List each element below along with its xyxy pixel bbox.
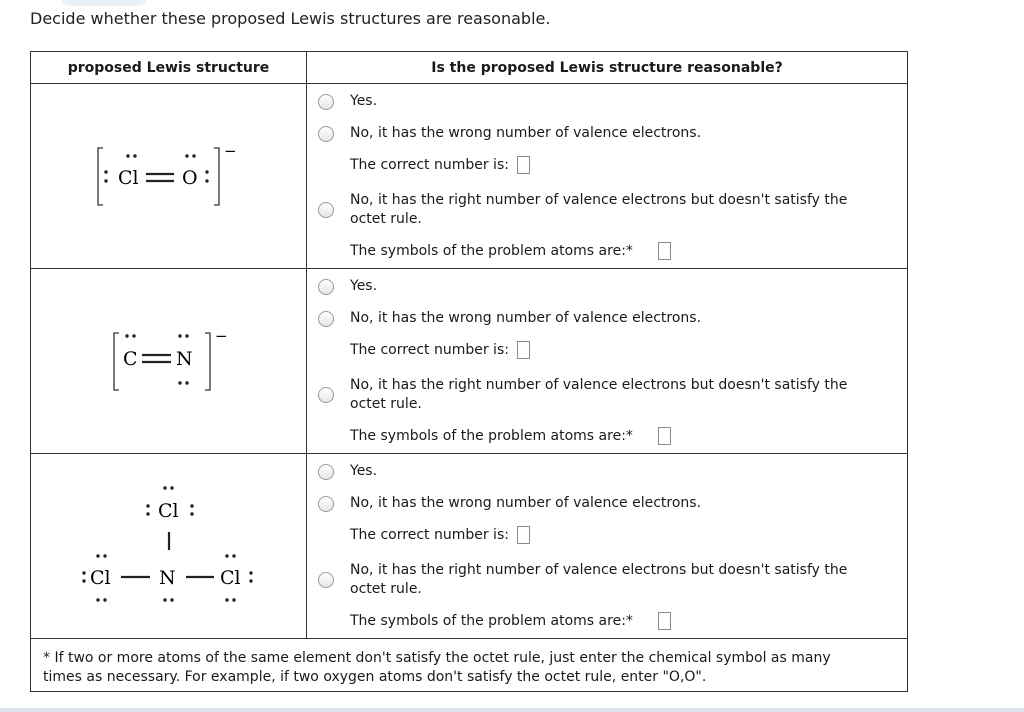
option-yes-label: Yes. — [350, 463, 378, 479]
atom-n-center: N — [159, 567, 176, 589]
option-yes-label: Yes. — [350, 278, 378, 294]
radio-wrong-count-3[interactable] — [318, 496, 334, 512]
question-row-3 — [31, 454, 907, 639]
question-row-2 — [31, 269, 907, 454]
correct-number-row — [350, 526, 530, 545]
correct-number-label: The correct number is: — [350, 527, 509, 543]
lewis-structure-table — [30, 51, 908, 692]
atom-cl: Cl — [118, 167, 139, 189]
bottom-divider — [0, 708, 1024, 712]
problem-atoms-input-2[interactable] — [658, 427, 671, 445]
octet-line-2: octet rule. — [350, 581, 422, 597]
correct-number-label: The correct number is: — [350, 157, 509, 173]
problem-atoms-input-1[interactable] — [658, 242, 671, 260]
octet-line-1: No, it has the right number of valence electrons but doesn't satisfy the — [350, 562, 848, 578]
correct-number-input-1[interactable] — [517, 156, 530, 174]
octet-line-1: No, it has the right number of valence electrons but doesn't satisfy the — [350, 377, 848, 393]
option-wrong-count-label: No, it has the wrong number of valence electrons. — [350, 125, 702, 141]
lewis-structure-3 — [31, 454, 307, 638]
correct-number-input-2[interactable] — [517, 341, 530, 359]
radio-octet-2[interactable] — [318, 387, 334, 403]
atom-o: O — [182, 167, 198, 189]
problem-atoms-label: The symbols of the problem atoms are:* — [350, 428, 633, 444]
atom-cl-left: Cl — [90, 567, 111, 589]
radio-yes-3[interactable] — [318, 464, 334, 480]
option-octet-label — [350, 191, 847, 229]
answer-options-1 — [307, 84, 907, 268]
option-wrong-count-label: No, it has the wrong number of valence electrons. — [350, 310, 702, 326]
radio-octet-1[interactable] — [318, 202, 334, 218]
atom-cl-right: Cl — [220, 567, 241, 589]
correct-number-input-3[interactable] — [517, 526, 530, 544]
footnote-line-2: times as necessary. For example, if two oxygen atoms don't satisfy the octet rule, enter "O,O". — [43, 669, 707, 685]
footnote — [31, 639, 907, 691]
octet-line-2: octet rule. — [350, 396, 422, 412]
atom-c: C — [123, 348, 138, 370]
header-proposed-structure: proposed Lewis structure — [31, 52, 307, 83]
answer-options-2 — [307, 269, 907, 453]
option-yes-label: Yes. — [350, 93, 378, 109]
lewis-diagram-ncl3 — [31, 454, 306, 638]
problem-atoms-row — [350, 242, 671, 261]
problem-atoms-row — [350, 427, 671, 446]
radio-yes-1[interactable] — [318, 94, 334, 110]
question-row-1 — [31, 84, 907, 269]
radio-wrong-count-2[interactable] — [318, 311, 334, 327]
problem-atoms-label: The symbols of the problem atoms are:* — [350, 613, 633, 629]
option-wrong-count-label: No, it has the wrong number of valence electrons. — [350, 495, 702, 511]
radio-yes-2[interactable] — [318, 279, 334, 295]
option-octet-label — [350, 561, 847, 599]
problem-atoms-row — [350, 612, 671, 631]
atom-n: N — [176, 348, 193, 370]
correct-number-row — [350, 341, 530, 360]
charge-sign: − — [224, 142, 237, 160]
problem-atoms-input-3[interactable] — [658, 612, 671, 630]
footnote-line-1: * If two or more atoms of the same element don't satisfy the octet rule, just enter the chemical symbol as many — [43, 650, 831, 666]
instruction-text: Decide whether these proposed Lewis structures are reasonable. — [30, 9, 551, 28]
correct-number-row — [350, 156, 530, 175]
lewis-diagram-cn — [31, 269, 306, 453]
atom-cl-top: Cl — [158, 500, 179, 522]
lewis-diagram-clo — [31, 84, 306, 268]
answer-options-3 — [307, 454, 907, 638]
radio-octet-3[interactable] — [318, 572, 334, 588]
table-header — [31, 52, 907, 84]
header-reasonable: Is the proposed Lewis structure reasonable? — [431, 59, 783, 76]
option-octet-label — [350, 376, 847, 414]
lewis-structure-1 — [31, 84, 307, 268]
charge-sign: − — [215, 327, 228, 345]
top-tab-decoration — [60, 0, 148, 6]
octet-line-2: octet rule. — [350, 211, 422, 227]
lewis-structure-2 — [31, 269, 307, 453]
correct-number-label: The correct number is: — [350, 342, 509, 358]
radio-wrong-count-1[interactable] — [318, 126, 334, 142]
problem-atoms-label: The symbols of the problem atoms are:* — [350, 243, 633, 259]
octet-line-1: No, it has the right number of valence electrons but doesn't satisfy the — [350, 192, 848, 208]
